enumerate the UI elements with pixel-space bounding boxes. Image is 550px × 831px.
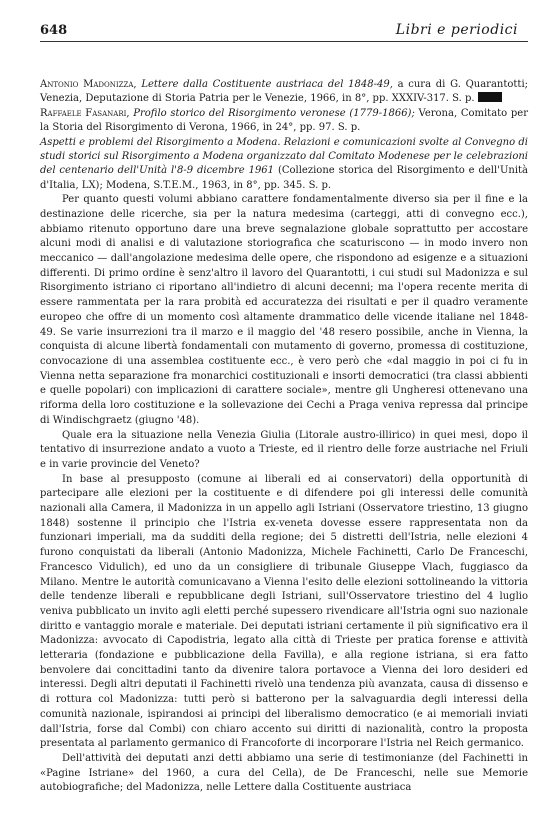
reference-details: (Collezione storica del Risorgimento e dell'Unità d'Italia, LX); Modena, S.T.E.M., 1963, in 8°, pp. 345. S. p. — [40, 165, 528, 191]
reference-author: Antonio Madonizza, — [40, 79, 137, 90]
body-paragraph: In base al presupposto (comune ai liberali ed ai conservatori) della opportunità di partecipare alle elezioni per la costituente e di difendere poi gli interessi delle comunità nazionali alla Camera, il Madonizza in un appello agli Istriani (Osservatore triestino, 13 giugno 1848) sostenne il principio che l'Istria ex-veneta dovesse essere rappresentata non da funzionari imperiali, ma da sudditi della regione; dei 5 distretti dell'Istria, nelle elezioni 4 furono conquistati da liberali (Antonio Madonizza, Michele Fachinetti, Carlo De Franceschi, Francesco Vidulich), ed uno da un consigliere di tribunale Giuseppe Vlach, fuggiasco da Milano. Mentre le autorità comunicavano a Vienna l'esito delle elezioni sottolineando la vittoria delle tendenze liberali e repubblicane degli Istriani, sull'Osservatore triestino del 4 luglio veniva pubblicato un invito agli eletti perché supessero rivendicare all'Istria ogni suo nazionale diritto e vantaggio morale e materiale. Dei deputati istriani certamente il più significativo era il Madonizza: avvocato di Capodistria, legato alla città di Trieste per pratica forense e attività letteraria (fondazione e pubblicazione della Favilla), e alla regione istriana, si era fatto benvolere dai concittadini tanto da divenire talora portavoce a Vienna dei loro desideri ed interessi. Degli altri deputati il Fachinetti rivelò una tendenza più avanzata, causa di dissenso e di rottura col Madonizza: tutti però si batterono per la salvaguardia degli interessi della comunità nazionale, ispirandosi ai principi del liberalismo democratico (e ai memoriali inviati dall'Istria, forse dal Combi) con chiaro accento sui diritti di nazionalità, contro la proposta presentata al parlamento germanico di Francoforte di incorporare l'Istria nel Reich germanico. — [40, 473, 528, 750]
reference-entry — [40, 78, 528, 107]
reference-details: a cura di G. Quarantotti; Venezia, Deputazione di Storia Patria per le Venezie, 1966, in 8°, pp. XXXIV-317. S. p. — [40, 79, 529, 105]
reference-entry — [40, 136, 528, 194]
reference-title: Aspetti e problemi del Risorgimento a Modena. Relazioni e comunicazioni svolte al Convegno di studi storici sul Risorgimento a Modena organizzato dal Comitato Modenese per le celebrazioni del centenario dell'Unità l'8-9 dicembre 1961 — [40, 136, 528, 177]
reference-title: Lettere dalla Costituente austriaca del 1848-49, — [141, 79, 393, 90]
running-header — [40, 22, 528, 42]
page-number: 648 — [40, 23, 68, 38]
body-paragraph: Quale era la situazione nella Venezia Giulia (Litorale austro-illirico) in quei mesi, dopo il tentativo di insurrezione andato a vuoto a Trieste, ed il rientro delle forze austriache nel Friuli e in varie provincie del Veneto? — [40, 429, 528, 470]
redaction-mark — [478, 92, 502, 102]
reference-author: Raffaele Fasanari, — [40, 107, 130, 119]
running-title: Libri e periodici — [395, 22, 518, 38]
reference-details: Verona, Comitato per la Storia del Risorgimento di Verona, 1966, in 24°, pp. 97. S. p. — [40, 107, 529, 134]
body-paragraph: Per quanto questi volumi abbiano carattere fondamentalmente diverso sia per il fine e la destinazione delle ricerche, sia per la natura medesima (carteggi, atti di convegno ecc.), abbiamo ritenuto opportuno dare una breve segnalazione globale soprattutto per accostare alcuni modi di analisi e di valutazione storiografica che scaturiscono — in modo invero non meccanico — dall'angolazione medesima delle opere, che rispondono ad esigenze e a situazioni differenti. Di primo ordine è senz'altro il lavoro del Quarantotti, i cui studi sul Madonizza e sul Risorgimento istriano ci riportano all'indietro di alcuni decenni; ma l'opera recente merita di essere rammentata per la rara probità ed accuratezza dei risultati e per il quadro veramente europeo che offre di un momento così altamente drammatico delle vicende italiane nel 1848-49. Se varie insurrezioni tra il marzo e il maggio del '48 resero possibile, anche in Vienna, la conquista di alcune libertà fondamentali con mutamento di governo, promessa di costituzione, convocazione di una assemblea costituente ecc., è vero però che «dal maggio in poi ci fu in Vienna netta separazione fra monarchici costituzionali e insorti democratici (tra classi abbienti e quelle popolari) con implicazioni di carattere sociale», mentre gli Ungheresi ottenevano una riforma della loro costituzione e la sollevazione dei Cechi a Praga veniva repressa dal principe di Windischgraetz (giugno '48). — [40, 194, 528, 426]
body-paragraph: Dell'attività dei deputati anzi detti abbiamo una serie di testimonianze (del Fachinetti in «Pagine Istriane» del 1960, a cura del Cella), de De Franceschi, nelle sue Memorie autobiografiche; del Madonizza, nelle Lettere dalla Costituente austriaca — [40, 752, 528, 794]
reference-title: Profilo storico del Risorgimento veronese (1779-1866); — [133, 107, 415, 119]
reference-entry — [40, 107, 528, 136]
